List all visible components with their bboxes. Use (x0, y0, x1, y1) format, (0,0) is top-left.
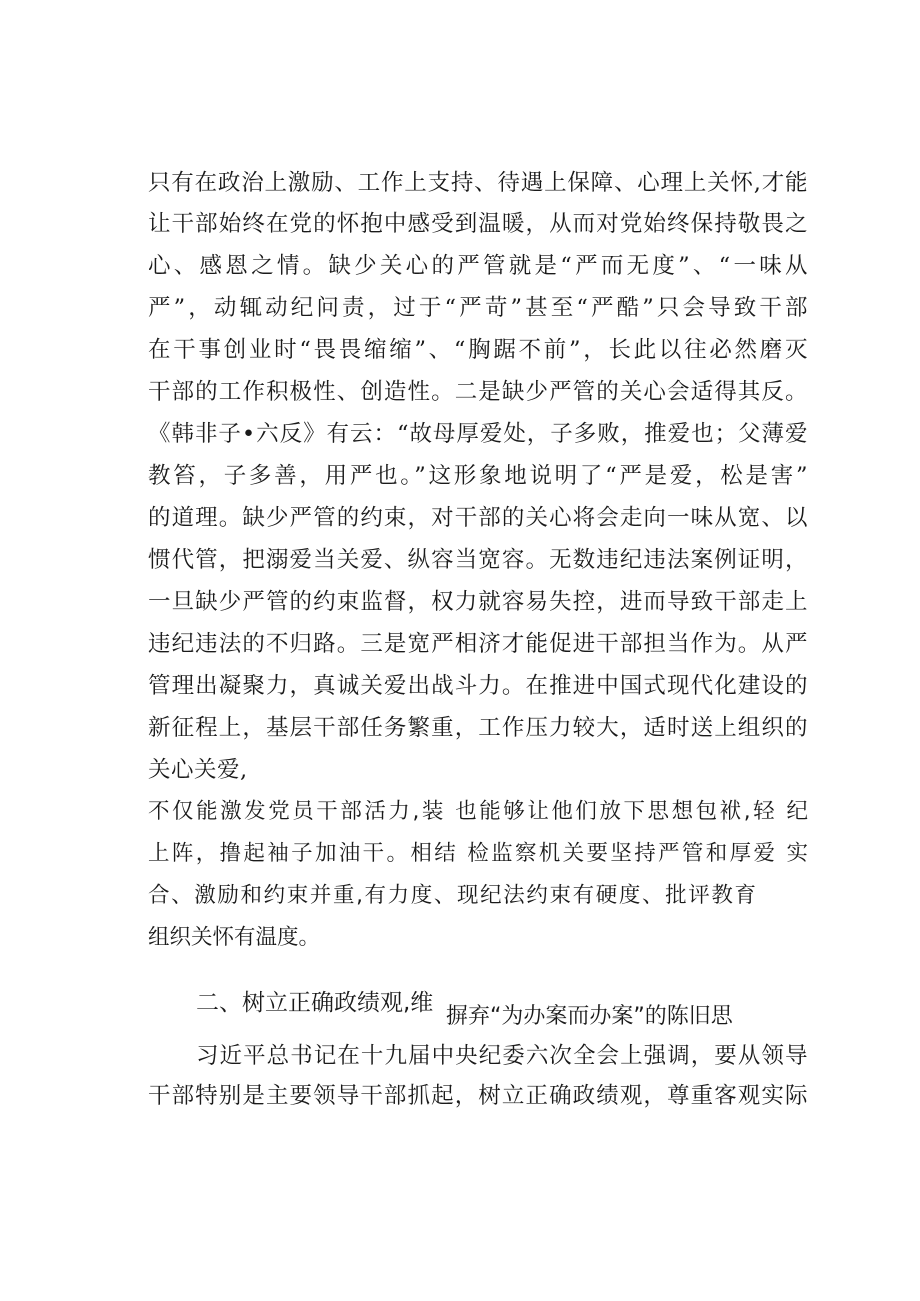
body-text-line: 干部的工作积极性、创造性。二是缺少严管的关心会适得其反。 (148, 379, 808, 405)
body-text-line: 教笞，子多善，用严也。”这形象地说明了“严是爱，松是害” (148, 463, 808, 489)
fragment-text-line: 合、激励和约束并重,有力度、现纪法约束有硬度、批评教育 (148, 883, 756, 908)
body-text-line: 《韩非子•六反》有云：“故母厚爱处，子多败，推爱也；父薄爱 (148, 421, 808, 447)
body-text-line: 干部特别是主要领导干部抓起，树立正确政绩观，尊重客观实际 (148, 1083, 808, 1109)
body-text-line: 心、感恩之情。缺少关心的严管就是“严而无度”、“一味从 (148, 253, 808, 279)
body-text-line: 的道理。缺少严管的约束，对干部的关心将会走向一味从宽、以 (148, 505, 808, 531)
section-heading-part2: 摒弃“为办案而办案”的陈旧思 (446, 1004, 733, 1029)
body-text-line: 只有在政治上激励、工作上支持、待遇上保障、心理上关怀,才能 (148, 170, 808, 196)
body-text-line: 在干事创业时“畏畏缩缩”、“胸踞不前”，长此以往必然磨灭 (148, 337, 808, 363)
fragment-text-line: 上阵，撸起袖子加油干。相结 检监察机关要坚持严管和厚爱 实 (148, 841, 808, 866)
section-heading-part1: 二、树立正确政绩观,维 (196, 990, 434, 1016)
body-text-line: 关心关爱, (148, 757, 248, 783)
body-text-line: 惯代管，把溺爱当关爱、纵容当宽容。无数违纪违法案例证明， (148, 547, 808, 573)
body-text-line: 让干部始终在党的怀抱中感受到温暖，从而对党始终保持敬畏之 (148, 211, 808, 237)
body-text-line: 习近平总书记在十九届中央纪委六次全会上强调，要从领导 (196, 1043, 808, 1069)
fragment-text-line: 不仅能激发党员干部活力,装 也能够让他们放下思想包袱,轻 纪 (148, 799, 808, 824)
body-text-line: 管理出凝聚力，真诚关爱出战斗力。在推进中国式现代化建设的 (148, 673, 808, 699)
body-text-line: 严”，动辄动纪问责，过于“严苛”甚至“严酷”只会导致干部 (148, 295, 808, 321)
body-text-line: 一旦缺少严管的约束监督，权力就容易失控，进而导致干部走上 (148, 589, 808, 615)
fragment-text-line: 组织关怀有温度。 (148, 925, 321, 950)
body-text-line: 违纪违法的不归路。三是宽严相济才能促进干部担当作为。从严 (148, 631, 808, 657)
body-text-line: 新征程上，基层干部任务繁重，工作压力较大，适时送上组织的 (148, 715, 808, 741)
